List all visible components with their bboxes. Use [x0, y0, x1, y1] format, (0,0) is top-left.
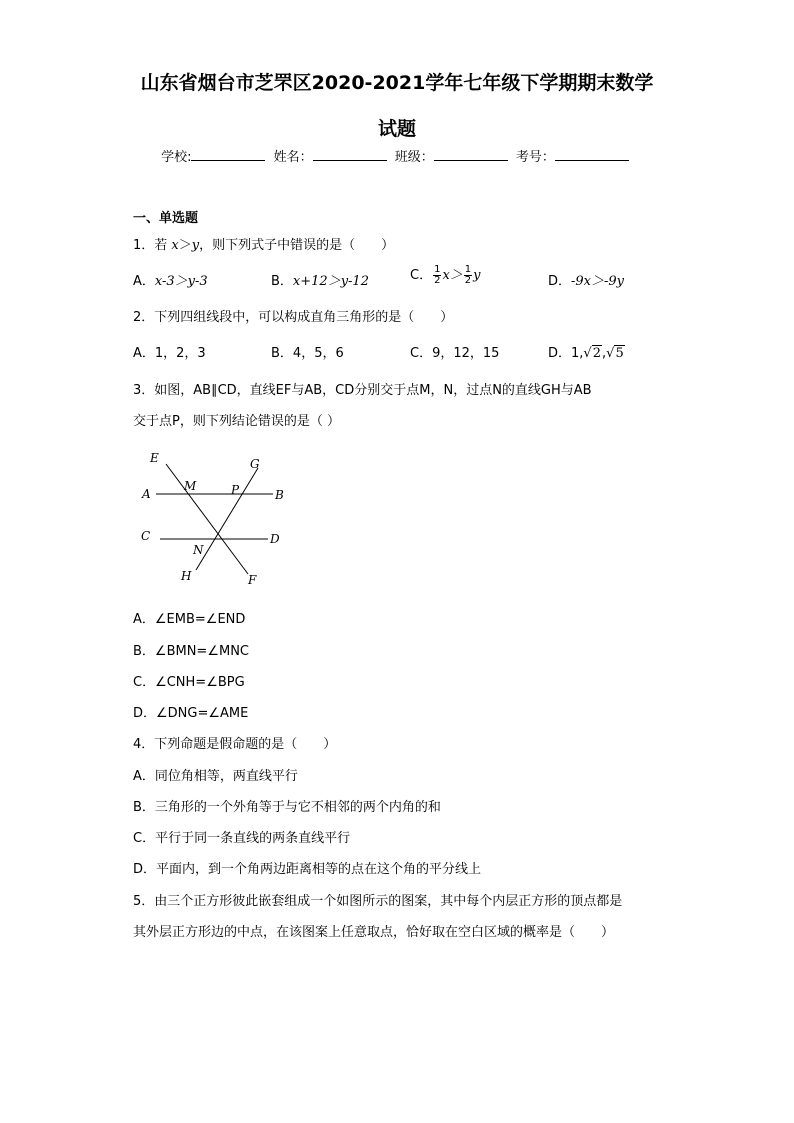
sqrt-symbol: √5	[606, 346, 624, 361]
q3-option-a[interactable]: A．∠EMB=∠END	[133, 612, 246, 627]
q1-option-d[interactable]: D．-9x＞-9y	[548, 274, 625, 289]
parallel-lines-diagram	[138, 448, 290, 588]
label-e: E	[150, 451, 159, 465]
question-3-stem-line2: 交于点P，则下列结论错误的是（ ）	[133, 414, 340, 429]
fraction-half: $\frac{1}{2}$	[434, 264, 441, 286]
label-m: M	[184, 479, 197, 493]
q1-option-b[interactable]: B．x+12＞y-12	[271, 274, 369, 289]
question-2-stem: 2．下列四组线段中，可以构成直角三角形的是（ ）	[133, 310, 454, 325]
label-a: A	[142, 487, 151, 501]
name-blank[interactable]	[313, 148, 387, 161]
number-blank[interactable]	[555, 148, 629, 161]
page-title-cont: 试题	[377, 118, 416, 140]
label-p: P	[231, 483, 240, 497]
label-d: D	[270, 532, 280, 546]
section-heading: 一、单选题	[133, 211, 199, 226]
question-3-stem-line1: 3．如图，AB∥CD，直线EF与AB，CD分别交于点M，N，过点N的直线GH与AB	[133, 383, 592, 398]
student-info-row	[0, 146, 794, 165]
sqrt-symbol: √2	[583, 346, 601, 361]
label-f: F	[248, 573, 257, 587]
number-label: 考号：	[515, 150, 555, 165]
q1-option-c[interactable]: C． $\frac{1}{2}$ x＞ $\frac{1}{2}$ y	[410, 264, 481, 286]
page-title: 山东省烟台市芝罘区2020-2021学年七年级下学期期末数学	[140, 72, 654, 94]
question-5-stem-line1: 5．由三个正方形彼此嵌套组成一个如图所示的图案，其中每个内层正方形的顶点都是	[133, 894, 623, 909]
line-gh	[196, 468, 258, 570]
class-blank[interactable]	[434, 148, 508, 161]
q2-option-d[interactable]: D．1,√2,√5	[548, 346, 624, 361]
q2-option-c[interactable]: C．9，12，15	[410, 346, 500, 361]
label-c: C	[141, 529, 151, 543]
q4-option-c[interactable]: C．平行于同一条直线的两条直线平行	[133, 831, 351, 846]
q3-option-c[interactable]: C．∠CNH=∠BPG	[133, 675, 245, 690]
q1-option-a[interactable]: A．x-3＞y-3	[133, 274, 208, 289]
question-1-stem: 1．若 x＞y，则下列式子中错误的是（ ）	[133, 238, 395, 253]
q3-option-b[interactable]: B．∠BMN=∠MNC	[133, 644, 249, 659]
line-ef	[166, 464, 248, 574]
question-5-stem-line2: 其外层正方形边的中点，在该图案上任意取点，恰好取在空白区域的概率是（ ）	[133, 925, 615, 940]
q2-option-b[interactable]: B．4，5，6	[271, 346, 344, 361]
q4-option-d[interactable]: D．平面内，到一个角两边距离相等的点在这个角的平分线上	[133, 862, 482, 877]
fraction-half: $\frac{1}{2}$	[464, 264, 472, 286]
question-4-stem: 4．下列命题是假命题的是（ ）	[133, 737, 337, 752]
name-label: 姓名：	[273, 150, 313, 165]
class-label: 班级：	[394, 150, 434, 165]
q2-option-a[interactable]: A．1，2，3	[133, 346, 206, 361]
label-b: B	[275, 488, 284, 502]
school-blank[interactable]	[191, 148, 265, 161]
label-g: G	[250, 457, 260, 471]
q3-option-d[interactable]: D．∠DNG=∠AME	[133, 706, 249, 721]
q4-option-a[interactable]: A．同位角相等，两直线平行	[133, 769, 298, 784]
school-label: 学校:	[161, 150, 192, 165]
label-h: H	[181, 569, 192, 583]
q4-option-b[interactable]: B．三角形的一个外角等于与它不相邻的两个内角的和	[133, 800, 441, 815]
label-n: N	[193, 543, 204, 557]
